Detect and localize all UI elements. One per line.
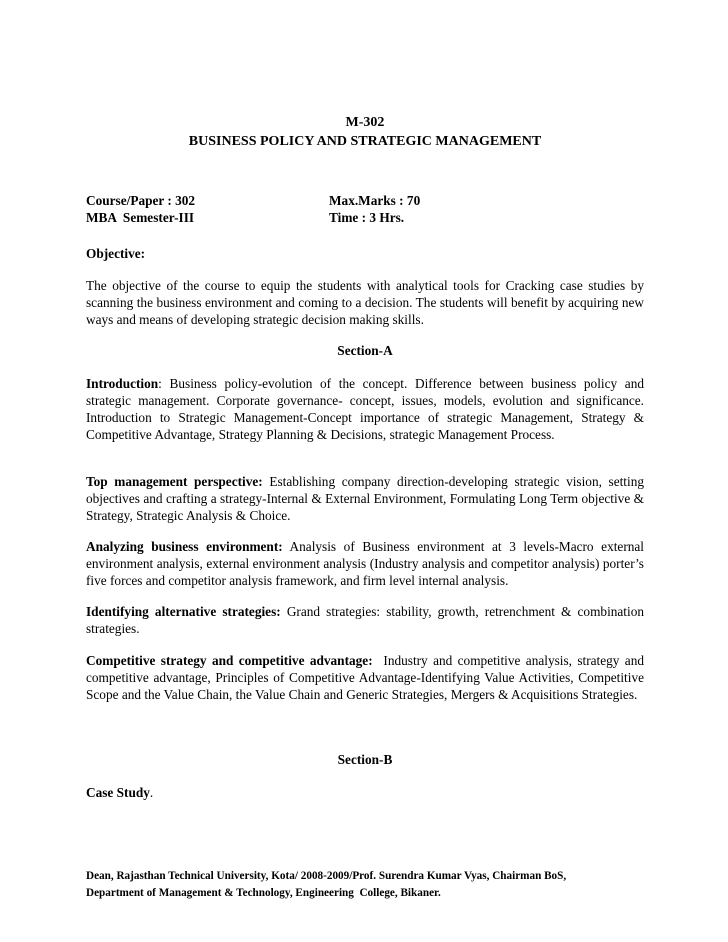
course-meta [86, 192, 644, 226]
topic-title: Introduction [86, 376, 159, 391]
course-code: M-302 [345, 115, 385, 130]
case-study-title: Case Study [86, 785, 150, 800]
topic-title: Analyzing business environment: [86, 539, 283, 554]
objective-heading: Objective: [86, 246, 146, 261]
case-study-suffix: . [149, 785, 154, 800]
section-b-heading: Section-B [337, 752, 393, 767]
topic-title: Competitive strategy and competitive advantage: [86, 653, 373, 668]
topic-title: Identifying alternative strategies: [86, 604, 281, 619]
topic-top-management [86, 473, 644, 524]
topic-text: Business policy-evolution of the concept. Difference between business policy and strategic management. Corporate governance- concept, issues, models, evolution and significance. Introduction to Strategic Management-Concept importance of strategic Management, Strategy & Competitive Advantage, Strategy Planning & Decisions, strategic Management Process. [86, 376, 644, 442]
topic-text: Industry and competitive analysis, strategy and competitive advantage, Principles of Competitive Advantage-Identifying Value Activities, Competitive Scope and the Value Chain, the Value Chain and Generic Strategies, Mergers & Acquisitions Strategies. [86, 653, 644, 702]
exam-time: Time : 3 Hrs. [329, 210, 405, 225]
topic-text: Grand strategies: stability, growth, retrenchment & combination strategies. [86, 604, 644, 636]
topic-title: Top management perspective: [86, 474, 263, 489]
topic-business-environment [86, 538, 644, 589]
section-a-heading: Section-A [337, 343, 393, 358]
topic-text: Analysis of Business environment at 3 levels-Macro external environment analysis, external environment analysis (Industry analysis and competitor analysis) porter’s five forces and competitor analysis framework, and firm level internal analysis. [86, 539, 644, 588]
footer [86, 868, 646, 902]
semester: MBA Semester-III [86, 210, 195, 225]
topic-text: Establishing company direction-developing strategic vision, setting objectives and crafting a strategy-Internal & External Environment, Formulating Long Term objective & Strategy, Strategic Analysis & Choice. [86, 474, 644, 523]
course-paper: Course/Paper : 302 [86, 193, 196, 208]
objective-text: The objective of the course to equip the students with analytical tools for Cracking case studies by scanning the business environment and coming to a decision. The students will benefit by acquiring new ways and means of developing strategic decision making skills. [86, 278, 644, 327]
max-marks: Max.Marks : 70 [329, 193, 421, 208]
topic-sep [373, 653, 384, 668]
footer-line-2: Department of Management & Technology, Engineering College, Bikaner. [86, 887, 441, 899]
topic-alternative-strategies [86, 603, 644, 637]
page-title: BUSINESS POLICY AND STRATEGIC MANAGEMENT [188, 134, 542, 149]
case-study [86, 784, 644, 801]
topic-introduction [86, 375, 644, 443]
topic-sep [283, 539, 290, 554]
footer-line-1: Dean, Rajasthan Technical University, Kota/ 2008-2009/Prof. Surendra Kumar Vyas, Chairman BoS, [86, 870, 567, 882]
topic-competitive-strategy [86, 652, 644, 703]
topic-sep: : [158, 376, 170, 391]
